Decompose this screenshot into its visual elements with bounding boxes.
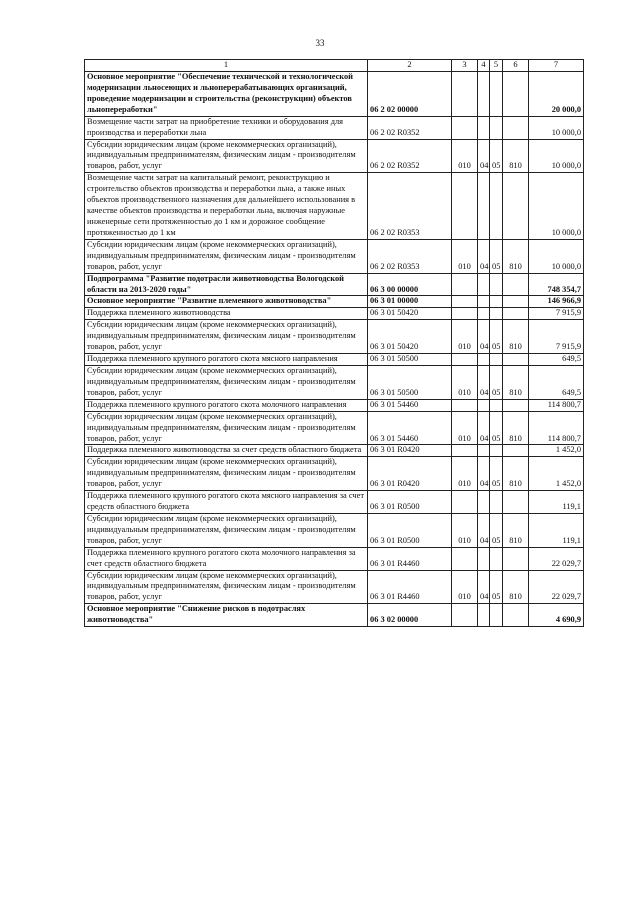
row-c3 (452, 308, 478, 320)
row-c3 (452, 491, 478, 514)
row-name: Субсидии юридическим лицам (кроме некоммерческих организаций), индивидуальным предпринимателям, физическим лицам - производителям товаров, работ, услуг (85, 239, 368, 273)
row-c6: 810 (503, 513, 529, 547)
row-code: 06 3 01 00000 (368, 296, 452, 308)
column-number: 6 (503, 60, 529, 72)
row-amount: 20 000,0 (529, 72, 584, 117)
table-row (85, 491, 584, 514)
row-c5: 05 (490, 457, 503, 491)
row-c5: 05 (490, 513, 503, 547)
row-c3: 010 (452, 365, 478, 399)
row-name: Субсидии юридическим лицам (кроме некоммерческих организаций), индивидуальным предпринимателям, физическим лицам - производителям товаров, работ, услуг (85, 570, 368, 604)
column-number: 2 (368, 60, 452, 72)
row-c5: 05 (490, 239, 503, 273)
row-code: 06 2 02 R0352 (368, 116, 452, 139)
row-c5 (490, 173, 503, 240)
row-c4 (478, 399, 490, 411)
table-row (85, 411, 584, 445)
row-amount: 10 000,0 (529, 139, 584, 173)
row-c6 (503, 445, 529, 457)
row-c3 (452, 399, 478, 411)
row-c3 (452, 445, 478, 457)
row-amount: 748 354,7 (529, 273, 584, 296)
row-c5 (490, 604, 503, 627)
row-c4: 04 (478, 570, 490, 604)
row-name: Поддержка племенного крупного рогатого скота молочного направления (85, 399, 368, 411)
row-code: 06 2 02 R0353 (368, 173, 452, 240)
table-row (85, 239, 584, 273)
row-amount: 119,1 (529, 491, 584, 514)
row-c3: 010 (452, 513, 478, 547)
table-row (85, 365, 584, 399)
row-c4: 04 (478, 365, 490, 399)
row-amount: 22 029,7 (529, 570, 584, 604)
row-code: 06 3 01 R4460 (368, 547, 452, 570)
column-number: 1 (85, 60, 368, 72)
row-name: Поддержка племенного животноводства за счет средств областного бюджета (85, 445, 368, 457)
table-row (85, 399, 584, 411)
column-number-row (85, 60, 584, 72)
row-c5 (490, 547, 503, 570)
row-name: Возмещение части затрат на приобретение техники и оборудования для производства и переработки льна (85, 116, 368, 139)
row-c4: 04 (478, 411, 490, 445)
row-code: 06 3 01 R0500 (368, 513, 452, 547)
row-name: Подпрограмма "Развитие подотрасли животноводства Вологодской области на 2013-2020 годы" (85, 273, 368, 296)
row-c6 (503, 604, 529, 627)
row-c5: 05 (490, 139, 503, 173)
row-amount: 7 915,9 (529, 308, 584, 320)
row-name: Основное мероприятие "Обеспечение технической и технологической модернизации льносеющих и льноперерабатывающих организаций, проведение модернизации и строительства (реконструкции) объектов льнопереработки" (85, 72, 368, 117)
row-name: Субсидии юридическим лицам (кроме некоммерческих организаций), индивидуальным предпринимателям, физическим лицам - производителям товаров, работ, услуг (85, 365, 368, 399)
row-code: 06 2 02 00000 (368, 72, 452, 117)
table-row (85, 513, 584, 547)
row-code: 06 3 01 50500 (368, 354, 452, 366)
row-c3 (452, 604, 478, 627)
row-code: 06 3 01 R0500 (368, 491, 452, 514)
table-row (85, 604, 584, 627)
row-c6 (503, 354, 529, 366)
row-c4 (478, 116, 490, 139)
row-c4 (478, 604, 490, 627)
table-row (85, 296, 584, 308)
table-row (85, 173, 584, 240)
row-c4 (478, 445, 490, 457)
row-c6 (503, 296, 529, 308)
row-c6 (503, 116, 529, 139)
table-row (85, 308, 584, 320)
row-c3: 010 (452, 239, 478, 273)
table-row (85, 445, 584, 457)
row-c5 (490, 308, 503, 320)
table-row (85, 354, 584, 366)
row-name: Основное мероприятие "Развитие племенного животноводства" (85, 296, 368, 308)
row-c5 (490, 399, 503, 411)
row-code: 06 3 01 50420 (368, 308, 452, 320)
row-c3 (452, 354, 478, 366)
row-amount: 4 690,9 (529, 604, 584, 627)
row-c6: 810 (503, 320, 529, 354)
table-row (85, 72, 584, 117)
row-c6: 810 (503, 457, 529, 491)
row-c6 (503, 399, 529, 411)
row-c4 (478, 173, 490, 240)
row-c6: 810 (503, 365, 529, 399)
row-name: Поддержка племенного крупного рогатого скота мясного направления за счет средств областного бюджета (85, 491, 368, 514)
row-c5 (490, 273, 503, 296)
page-number: 33 (315, 38, 325, 48)
row-c6 (503, 273, 529, 296)
row-name: Субсидии юридическим лицам (кроме некоммерческих организаций), индивидуальным предпринимателям, физическим лицам - производителям товаров, работ, услуг (85, 513, 368, 547)
row-amount: 649,5 (529, 354, 584, 366)
row-code: 06 2 02 R0353 (368, 239, 452, 273)
row-amount: 114 800,7 (529, 399, 584, 411)
row-c6: 810 (503, 139, 529, 173)
row-code: 06 3 01 50420 (368, 320, 452, 354)
row-c5 (490, 354, 503, 366)
row-c3: 010 (452, 320, 478, 354)
row-c3 (452, 116, 478, 139)
row-c3 (452, 72, 478, 117)
row-name: Субсидии юридическим лицам (кроме некоммерческих организаций), индивидуальным предпринимателям, физическим лицам - производителям товаров, работ, услуг (85, 457, 368, 491)
row-c5 (490, 116, 503, 139)
row-c5 (490, 445, 503, 457)
row-c5 (490, 296, 503, 308)
row-amount: 10 000,0 (529, 116, 584, 139)
row-name: Субсидии юридическим лицам (кроме некоммерческих организаций), индивидуальным предпринимателям, физическим лицам - производителям товаров, работ, услуг (85, 411, 368, 445)
column-number: 3 (452, 60, 478, 72)
row-name: Субсидии юридическим лицам (кроме некоммерческих организаций), индивидуальным предпринимателям, физическим лицам - производителям товаров, работ, услуг (85, 139, 368, 173)
row-c3 (452, 547, 478, 570)
row-amount: 114 800,7 (529, 411, 584, 445)
row-amount: 146 966,9 (529, 296, 584, 308)
table-row (85, 547, 584, 570)
row-code: 06 3 01 54460 (368, 399, 452, 411)
row-c6 (503, 491, 529, 514)
budget-table (84, 59, 584, 627)
row-c5: 05 (490, 365, 503, 399)
row-c6 (503, 72, 529, 117)
row-c3 (452, 173, 478, 240)
row-code: 06 3 01 R0420 (368, 457, 452, 491)
row-c4 (478, 547, 490, 570)
row-c4 (478, 72, 490, 117)
row-name: Возмещение части затрат на капитальный ремонт, реконструкцию и строительство объектов производства и переработки льна, а также иных объектов производственного назначения для дальнейшего использования в качестве объектов производства и переработки льна, включая наружные инженерные сети протяженностью до 1 км и дорожное сообщение протяженностью до 1 км (85, 173, 368, 240)
table-row (85, 570, 584, 604)
row-c3: 010 (452, 570, 478, 604)
table-row (85, 116, 584, 139)
row-code: 06 3 01 R4460 (368, 570, 452, 604)
table-row (85, 320, 584, 354)
row-amount: 7 915,9 (529, 320, 584, 354)
row-c4: 04 (478, 457, 490, 491)
row-c4 (478, 491, 490, 514)
row-c4: 04 (478, 239, 490, 273)
row-c6: 810 (503, 411, 529, 445)
column-number: 4 (478, 60, 490, 72)
row-c5: 05 (490, 411, 503, 445)
row-code: 06 3 02 00000 (368, 604, 452, 627)
row-name: Субсидии юридическим лицам (кроме некоммерческих организаций), индивидуальным предпринимателям, физическим лицам - производителям товаров, работ, услуг (85, 320, 368, 354)
row-amount: 1 452,0 (529, 457, 584, 491)
row-amount: 22 029,7 (529, 547, 584, 570)
row-c6 (503, 173, 529, 240)
row-c3: 010 (452, 457, 478, 491)
row-code: 06 2 02 R0352 (368, 139, 452, 173)
row-c3: 010 (452, 411, 478, 445)
row-c4 (478, 296, 490, 308)
row-code: 06 3 00 00000 (368, 273, 452, 296)
row-c5: 05 (490, 320, 503, 354)
row-c3: 010 (452, 139, 478, 173)
row-c6: 810 (503, 570, 529, 604)
table-row (85, 457, 584, 491)
row-name: Поддержка племенного животноводства (85, 308, 368, 320)
row-c3 (452, 296, 478, 308)
row-c4: 04 (478, 139, 490, 173)
row-c4 (478, 273, 490, 296)
row-c5 (490, 491, 503, 514)
row-c3 (452, 273, 478, 296)
row-c4 (478, 354, 490, 366)
row-code: 06 3 01 54460 (368, 411, 452, 445)
row-name: Поддержка племенного крупного рогатого скота мясного направления (85, 354, 368, 366)
row-c4: 04 (478, 320, 490, 354)
row-amount: 10 000,0 (529, 173, 584, 240)
row-code: 06 3 01 50500 (368, 365, 452, 399)
table-row (85, 273, 584, 296)
row-code: 06 3 01 R0420 (368, 445, 452, 457)
row-c4: 04 (478, 513, 490, 547)
row-c6 (503, 308, 529, 320)
row-c6: 810 (503, 239, 529, 273)
table-row (85, 139, 584, 173)
row-amount: 649,5 (529, 365, 584, 399)
row-c6 (503, 547, 529, 570)
row-name: Поддержка племенного крупного рогатого скота молочного направления за счет средств областного бюджета (85, 547, 368, 570)
row-c5 (490, 72, 503, 117)
row-amount: 119,1 (529, 513, 584, 547)
row-amount: 10 000,0 (529, 239, 584, 273)
row-c5: 05 (490, 570, 503, 604)
row-amount: 1 452,0 (529, 445, 584, 457)
row-name: Основное мероприятие "Снижение рисков в подотраслях животноводства" (85, 604, 368, 627)
column-number: 5 (490, 60, 503, 72)
row-c4 (478, 308, 490, 320)
column-number: 7 (529, 60, 584, 72)
